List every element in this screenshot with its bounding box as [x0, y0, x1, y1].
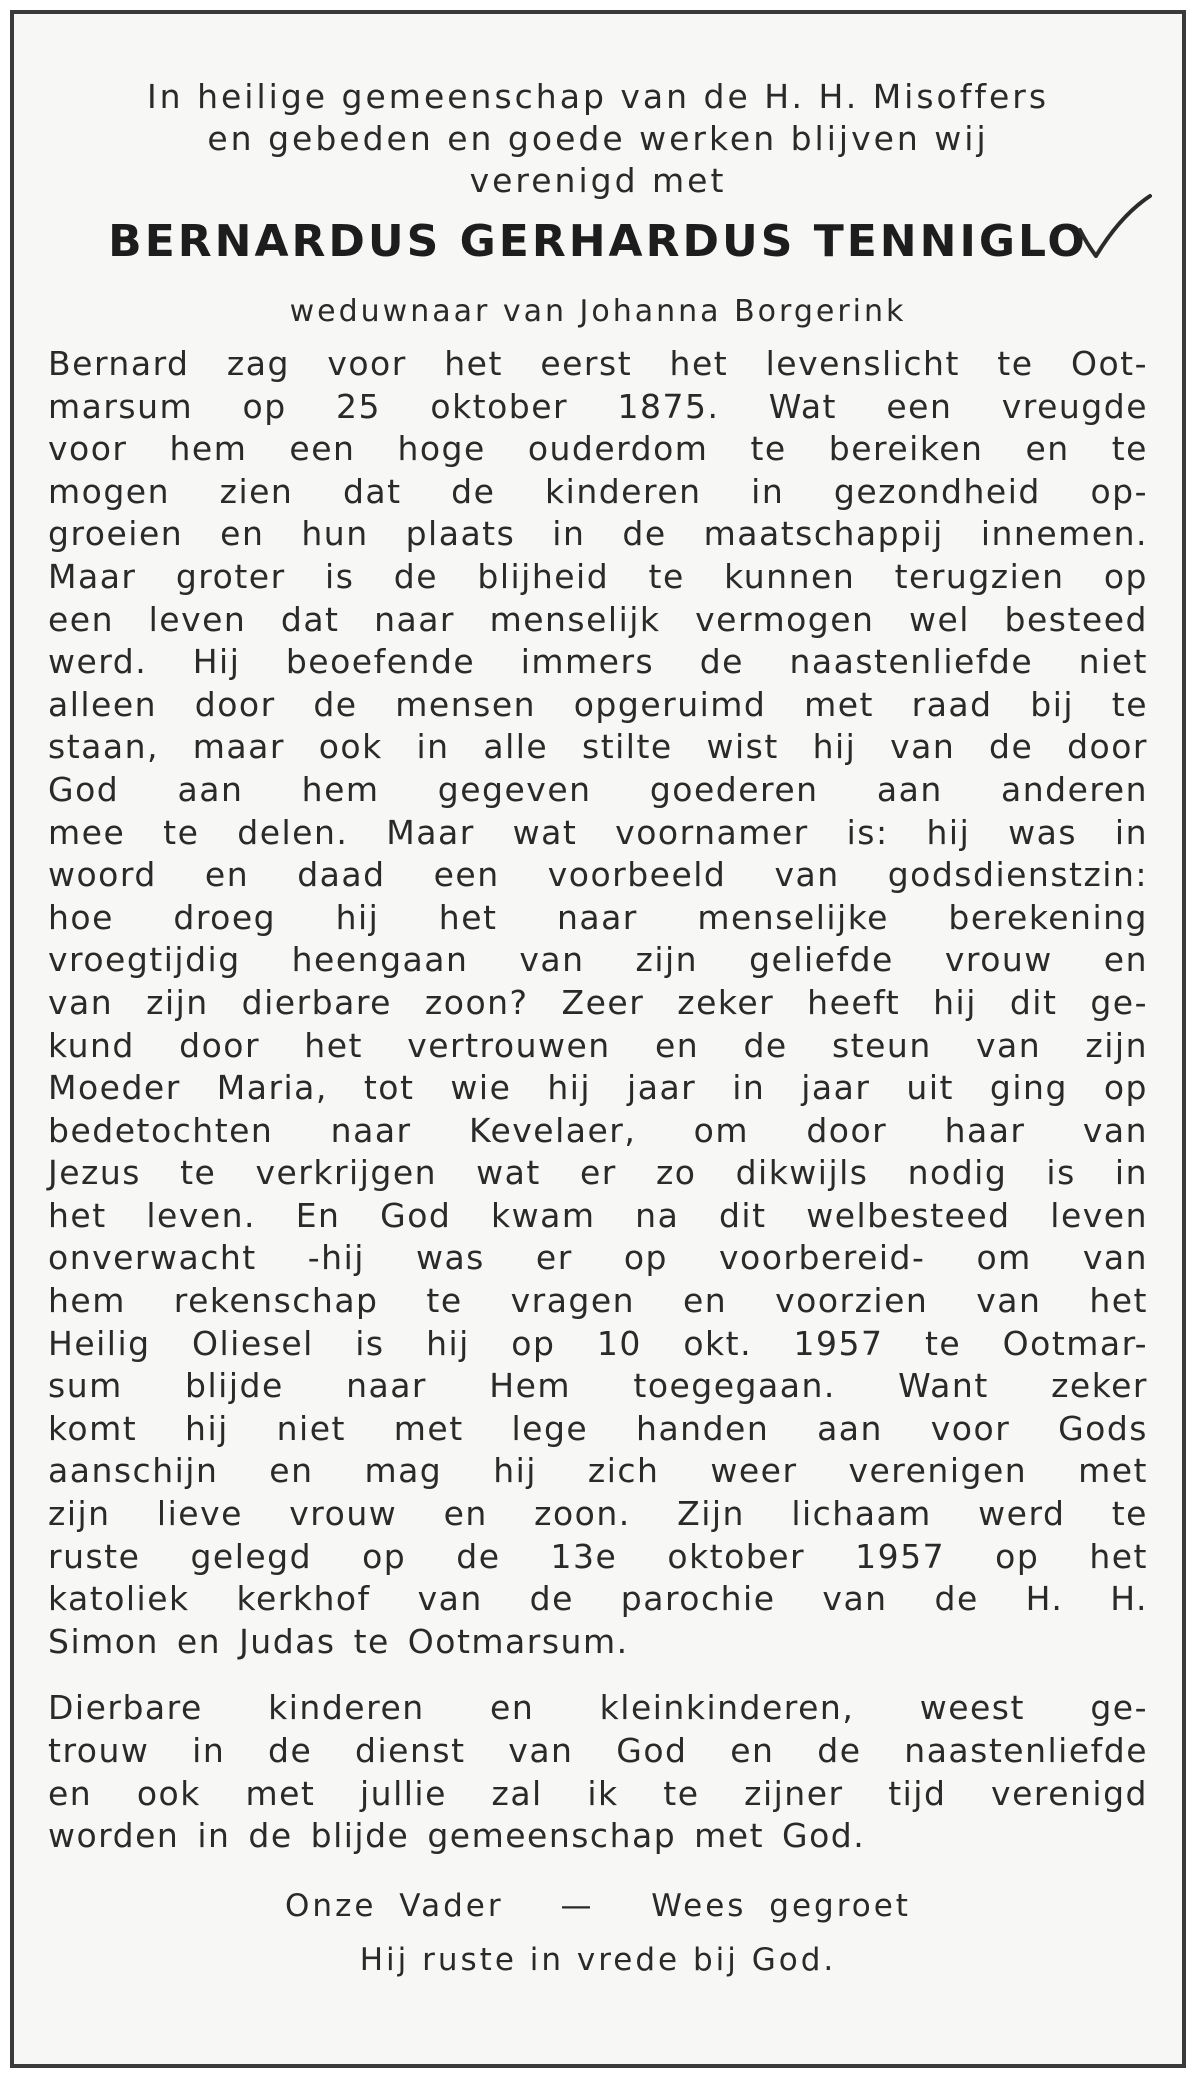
biography-line: voor hem een hoge ouderdom te bereiken en te — [48, 429, 1148, 469]
closing-line: worden in de blijde gemeenschap met God. — [48, 1816, 866, 1856]
biography-line: Maar groter is de blijheid te kunnen terugzien op — [48, 556, 1148, 596]
biography-line: marsum op 25 oktober 1875. Wat een vreugde — [48, 386, 1148, 426]
prayers-line — [48, 1888, 1148, 1924]
biography-line: Moeder Maria, tot wie hij jaar in jaar uit ging op — [48, 1068, 1148, 1108]
closing-line: en ook met jullie zal ik te zijner tijd verenigd — [48, 1773, 1148, 1813]
intro-line: In heilige gemeenschap van de H. H. Misoffers — [146, 77, 1050, 116]
biography-line: woord en daad een voorbeeld van godsdienstzin: — [48, 855, 1148, 895]
biography-line: groeien en hun plaats in de maatschappij innemen. — [48, 514, 1148, 554]
biography-line: staan, maar ook in alle stilte wist hij van de door — [48, 727, 1148, 767]
biography-line: God aan hem gegeven goederen aan anderen — [48, 769, 1148, 809]
biography-line: sum blijde naar Hem toegegaan. Want zeker — [48, 1366, 1148, 1406]
biography-line: Jezus te verkrijgen wat er zo dikwijls nodig is in — [48, 1153, 1148, 1193]
biography-line: onverwacht -hij was er op voorbereid- om van — [48, 1238, 1148, 1278]
biography-line: kund door het vertrouwen en de steun van zijn — [48, 1025, 1148, 1065]
intro-text — [48, 76, 1148, 202]
widower-subtitle: weduwnaar van Johanna Borgerink — [289, 294, 907, 329]
prayer-onze-vader: Onze Vader — [285, 1887, 504, 1924]
biography-line: aanschijn en mag hij zich weer verenigen met — [48, 1451, 1148, 1491]
prayer-wees-gegroet: Wees gegroet — [651, 1887, 911, 1924]
biography-line: een leven dat naar menselijk vermogen wel besteed — [48, 599, 1148, 639]
biography-line: Bernard zag voor het eerst het levenslicht te Oot- — [48, 344, 1148, 383]
biography-line: het leven. En God kwam na dit welbesteed leven — [48, 1195, 1148, 1235]
biography-line: ruste gelegd op de 13e oktober 1957 op het — [48, 1536, 1148, 1576]
biography-line: Simon en Judas te Ootmarsum. — [48, 1621, 629, 1661]
prayer-separator: — — [560, 1887, 595, 1924]
rest-in-peace: Hij ruste in vrede bij God. — [359, 1941, 837, 1978]
closing-line: trouw in de dienst van God en de naastenliefde — [48, 1731, 1148, 1770]
closing-line: Dierbare kinderen en kleinkinderen, weest ge- — [48, 1688, 1148, 1728]
biography-line: mogen zien dat de kinderen in gezondheid op- — [48, 471, 1148, 511]
deceased-name-row — [48, 216, 1148, 280]
biography-line: van zijn dierbare zoon? Zeer zeker heeft hij dit ge- — [48, 982, 1148, 1022]
handwritten-check-icon — [1074, 190, 1154, 270]
biography-line: komt hij niet met lege handen aan voor Gods — [48, 1408, 1148, 1448]
biography-line: werd. Hij beoefende immers de naastenliefde niet — [48, 642, 1148, 682]
biography-text — [48, 343, 1148, 1663]
biography-line: mee te delen. Maar wat voornamer is: hij was in — [48, 812, 1148, 852]
biography-line: hoe droeg hij het naar menselijke berekening — [48, 897, 1148, 937]
intro-line: verenigd met — [469, 161, 727, 200]
biography-line: vroegtijdig heengaan van zijn geliefde vrouw en — [48, 940, 1148, 980]
biography-line: hem rekenschap te vragen en voorzien van het — [48, 1281, 1148, 1321]
biography-line: zijn lieve vrouw en zoon. Zijn lichaam werd te — [48, 1494, 1148, 1534]
card-content — [48, 76, 1148, 1978]
biography-line: bedetochten naar Kevelaer, om door haar van — [48, 1110, 1148, 1150]
closing-text — [48, 1687, 1148, 1857]
deceased-name: BERNARDUS GERHARDUS TENNIGLO — [108, 216, 1088, 267]
biography-line: Heilig Oliesel is hij op 10 okt. 1957 te Ootmar- — [48, 1323, 1148, 1363]
biography-line: katoliek kerkhof van de parochie van de H. H. — [48, 1579, 1148, 1619]
biography-line: alleen door de mensen opgeruimd met raad bij te — [48, 684, 1148, 724]
memorial-card — [10, 10, 1186, 2068]
intro-line: en gebeden en goede werken blijven wij — [207, 119, 989, 158]
